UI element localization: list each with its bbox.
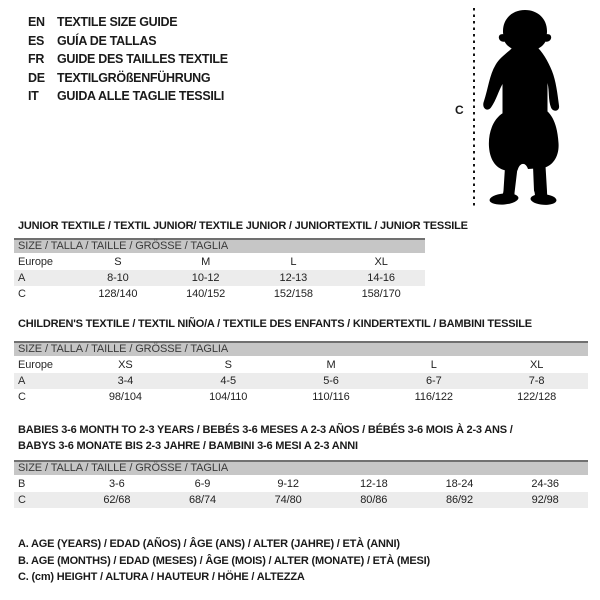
language-code: IT	[28, 89, 39, 103]
size-cell: 4-5	[220, 375, 236, 387]
junior-size-table	[14, 253, 425, 302]
size-cell: 158/170	[361, 288, 401, 300]
language-code: DE	[28, 70, 45, 85]
size-cell: XL	[529, 358, 544, 371]
language-row	[28, 50, 228, 69]
row-label: A	[18, 272, 26, 284]
height-measure-line	[473, 8, 475, 208]
size-cell: L	[430, 358, 437, 371]
size-cell: 128/140	[98, 288, 138, 300]
language-row	[28, 32, 228, 51]
size-cell: M	[326, 358, 336, 371]
height-measure-label: C	[455, 103, 464, 117]
babies-table-title-line1: BABIES 3-6 MONTH TO 2-3 YEARS / BEBÉS 3-6 MESES A 2-3 AÑOS / BÉBÉS 3-6 MOIS À 2-3 ANS /	[18, 424, 513, 436]
language-label: GUÍA DE TALLAS	[57, 33, 157, 48]
row-label: B	[18, 477, 26, 490]
children-table	[14, 341, 588, 405]
size-cell: M	[201, 255, 211, 268]
size-table-row	[14, 475, 588, 492]
size-cell: 68/74	[188, 494, 216, 506]
language-code: ES	[28, 33, 45, 48]
size-cell: 140/152	[186, 288, 226, 300]
size-cell: 62/68	[103, 494, 131, 506]
language-label: GUIDA ALLE TAGLIE TESSILI	[57, 89, 225, 103]
size-cell: 18-24	[445, 477, 474, 490]
size-cell: 8-10	[107, 272, 129, 284]
size-cell: 92/98	[531, 494, 559, 506]
size-cell: 74/80	[274, 494, 302, 506]
size-cell: 3-6	[109, 477, 125, 490]
junior-table	[14, 238, 425, 302]
size-table-row	[14, 389, 588, 405]
size-table-row	[14, 356, 588, 373]
size-table-row	[14, 270, 425, 286]
size-cell: 110/116	[312, 391, 350, 403]
size-cell: 12-13	[279, 272, 308, 284]
size-table-row	[14, 373, 588, 389]
babies-table	[14, 460, 588, 508]
size-cell: 86/92	[445, 494, 473, 506]
language-row	[28, 87, 228, 106]
size-cell: 122/128	[517, 391, 557, 403]
size-cell: 10-12	[191, 272, 220, 284]
row-label: C	[18, 391, 26, 403]
language-code: EN	[28, 15, 45, 29]
junior-table-title: JUNIOR TEXTILE / TEXTIL JUNIOR/ TEXTILE JUNIOR / JUNIORTEXTIL / JUNIOR TESSILE	[18, 220, 468, 232]
language-label: TEXTILE SIZE GUIDE	[57, 15, 178, 29]
legend-footnotes	[18, 536, 430, 586]
children-table-title: CHILDREN'S TEXTILE / TEXTIL NIÑO/A / TEXTILE DES ENFANTS / KINDERTEXTIL / BAMBINI TESSILE	[18, 318, 532, 330]
size-cell: 98/104	[108, 391, 142, 403]
language-row	[28, 69, 228, 88]
children-size-table	[14, 356, 588, 405]
language-code: FR	[28, 52, 45, 66]
size-cell: 12-18	[359, 477, 388, 490]
size-cell: 5-6	[323, 375, 339, 387]
footnote-age-years: A. AGE (YEARS) / EDAD (AÑOS) / ÂGE (ANS) / ALTER (JAHRE) / ETÀ (ANNI)	[18, 538, 400, 550]
size-cell: XS	[118, 358, 133, 371]
language-label: GUIDE DES TAILLES TEXTILE	[57, 52, 228, 66]
size-header-band: SIZE / TALLA / TAILLE / GRÖSSE / TAGLIA	[14, 341, 588, 356]
size-cell: 6-7	[425, 375, 442, 387]
row-label: C	[18, 288, 26, 300]
language-row	[28, 13, 228, 32]
size-cell: 104/110	[209, 391, 248, 403]
size-cell: 80/86	[360, 494, 388, 506]
size-cell: L	[290, 255, 297, 268]
babies-table-title	[18, 422, 513, 454]
size-table-row	[14, 286, 425, 302]
footnote-age-months: B. AGE (MONTHS) / EDAD (MESES) / ÂGE (MOIS) / ALTER (MONATE) / ETÀ (MESI)	[18, 554, 430, 567]
size-cell: 9-12	[277, 477, 299, 490]
size-cell: 14-16	[367, 272, 395, 284]
footnote-height: C. (cm) HEIGHT / ALTURA / HAUTEUR / HÖHE / ALTEZZA	[18, 571, 305, 583]
row-label: Europe	[18, 255, 53, 268]
babies-table-title-line2: BABYS 3-6 MONATE BIS 2-3 JAHRE / BAMBINI 3-6 MESI A 2-3 ANNI	[18, 440, 358, 452]
language-label: TEXTILGRÖßENFÜHRUNG	[57, 70, 211, 85]
size-cell: 116/122	[414, 391, 453, 403]
row-label: Europe	[18, 358, 53, 371]
babies-size-table	[14, 475, 588, 508]
size-cell: XL	[374, 255, 388, 268]
row-label: A	[18, 375, 26, 387]
size-cell: 3-4	[117, 375, 134, 387]
size-header-band: SIZE / TALLA / TAILLE / GRÖSSE / TAGLIA	[14, 460, 588, 475]
size-table-row	[14, 492, 588, 508]
row-label: C	[18, 494, 26, 506]
size-cell: S	[114, 255, 122, 268]
size-cell: S	[224, 358, 232, 371]
size-cell: 6-9	[194, 477, 211, 490]
size-cell: 7-8	[528, 375, 545, 387]
size-cell: 152/158	[273, 288, 313, 300]
baby-silhouette-icon	[481, 9, 577, 205]
language-list	[28, 13, 228, 106]
size-table-row	[14, 253, 425, 270]
size-header-band: SIZE / TALLA / TAILLE / GRÖSSE / TAGLIA	[14, 238, 425, 253]
size-cell: 24-36	[531, 477, 559, 490]
